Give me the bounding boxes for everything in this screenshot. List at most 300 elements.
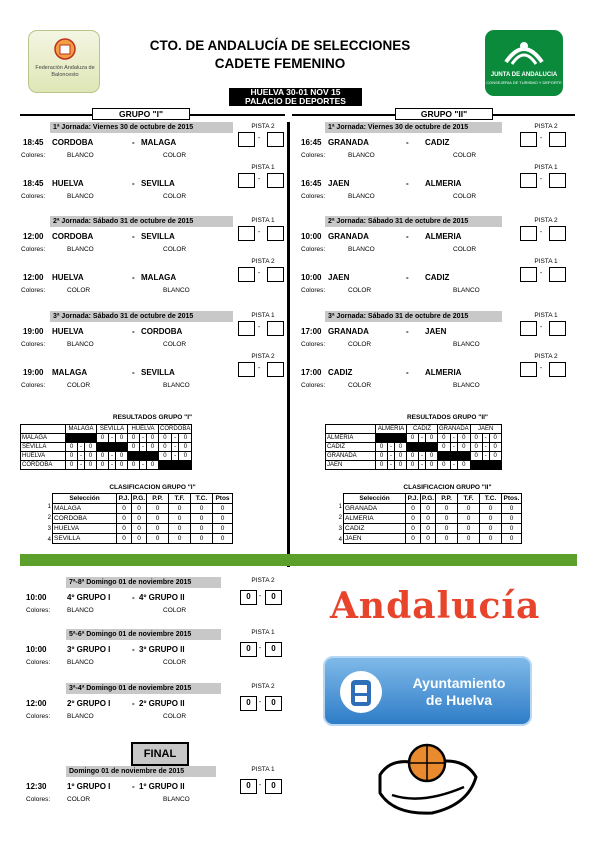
results-col-header: CORDOBA bbox=[160, 425, 191, 432]
results-score[interactable]: 0 bbox=[97, 461, 109, 470]
home-score-box[interactable] bbox=[520, 362, 537, 377]
home-score-box[interactable] bbox=[240, 590, 257, 605]
standings-value[interactable]: 0 bbox=[502, 524, 522, 534]
standings-col-header: T.F. bbox=[169, 494, 191, 504]
results-score[interactable]: 0 bbox=[407, 452, 419, 461]
group2-title: GRUPO "II" bbox=[395, 108, 493, 120]
away-color: BLANCO bbox=[453, 382, 480, 389]
federation-logo bbox=[28, 30, 100, 93]
standings-value[interactable]: 0 bbox=[169, 524, 191, 534]
results-score[interactable]: 0 bbox=[407, 461, 419, 470]
results-blank bbox=[85, 434, 97, 443]
corner-cell bbox=[21, 425, 66, 434]
versus-dash: - bbox=[406, 232, 409, 241]
match-day-header: Domingo 01 de noviembre de 2015 bbox=[66, 766, 216, 777]
results-score[interactable]: - bbox=[140, 443, 147, 452]
junta-logo bbox=[485, 30, 563, 96]
results-score[interactable]: 0 bbox=[85, 452, 97, 461]
results-score[interactable]: 0 bbox=[85, 461, 97, 470]
away-color: BLANCO bbox=[163, 287, 190, 294]
results-score[interactable]: - bbox=[78, 461, 85, 470]
home-color: BLANCO bbox=[348, 152, 375, 159]
standings-value[interactable]: 0 bbox=[480, 514, 502, 524]
match-time: 12:00 bbox=[23, 232, 44, 241]
match-time: 10:00 bbox=[26, 645, 47, 654]
standings-value[interactable]: 0 bbox=[147, 514, 169, 524]
results-blank bbox=[450, 452, 457, 461]
results-score[interactable]: 0 bbox=[376, 452, 388, 461]
results-score[interactable]: 0 bbox=[97, 452, 109, 461]
results-score[interactable]: - bbox=[419, 434, 426, 443]
standings-value[interactable]: 0 bbox=[421, 504, 436, 514]
page-title: CTO. DE ANDALUCÍA DE SELECCIONES bbox=[149, 38, 411, 53]
results-col-header: HUELVA bbox=[128, 425, 159, 434]
results-score[interactable]: 0 bbox=[85, 443, 97, 452]
results-score[interactable]: 0 bbox=[128, 434, 140, 443]
results-group1-title: RESULTADOS GRUPO "I" bbox=[112, 414, 193, 421]
standings-col-header: Ptos bbox=[213, 494, 233, 504]
home-color: COLOR bbox=[348, 382, 372, 389]
results-score[interactable]: - bbox=[171, 452, 179, 461]
standings-row bbox=[344, 524, 522, 534]
away-score: 0 bbox=[271, 698, 276, 707]
standings-position: 1 bbox=[338, 504, 342, 510]
standings-position: 1 bbox=[47, 504, 51, 510]
away-team: JAEN bbox=[425, 327, 447, 336]
home-score-box[interactable] bbox=[238, 362, 255, 377]
results-row-team: CADIZ bbox=[326, 443, 376, 452]
court-label: PISTA 2 bbox=[251, 258, 275, 265]
match-day-header: 3ª-4ª Domingo 01 de noviembre 2015 bbox=[66, 683, 221, 694]
results-score[interactable]: 0 bbox=[159, 443, 172, 452]
results-score[interactable]: 0 bbox=[179, 443, 192, 452]
results-table bbox=[325, 424, 502, 470]
standings-value[interactable]: 0 bbox=[436, 504, 458, 514]
jornada-header: 1ª Jornada: Viernes 30 de octubre de 2015 bbox=[50, 122, 233, 133]
results-score[interactable]: - bbox=[388, 452, 395, 461]
home-color: BLANCO bbox=[67, 607, 94, 614]
results-blank bbox=[159, 461, 172, 470]
standings-team bbox=[53, 514, 117, 524]
standings-value[interactable]: 0 bbox=[458, 514, 480, 524]
results-score[interactable]: 0 bbox=[97, 434, 109, 443]
results-score[interactable]: 0 bbox=[147, 443, 159, 452]
junta-emblem-icon bbox=[502, 34, 546, 70]
results-score[interactable]: - bbox=[78, 452, 85, 461]
standings-value[interactable]: 0 bbox=[502, 534, 522, 544]
center-divider bbox=[287, 122, 290, 567]
standings-value[interactable]: 0 bbox=[191, 524, 213, 534]
results-score[interactable]: - bbox=[171, 434, 179, 443]
results-score[interactable]: 0 bbox=[116, 461, 128, 470]
home-score-box[interactable] bbox=[240, 779, 257, 794]
results-score[interactable]: 0 bbox=[66, 452, 78, 461]
results-row bbox=[21, 434, 192, 443]
championship-mascot-icon bbox=[372, 735, 482, 820]
home-score-box[interactable] bbox=[520, 321, 537, 336]
home-color: COLOR bbox=[348, 287, 372, 294]
results-score[interactable]: 0 bbox=[489, 443, 501, 452]
results-score[interactable]: - bbox=[140, 461, 147, 470]
versus-dash: - bbox=[132, 273, 135, 282]
away-score-box[interactable] bbox=[267, 173, 284, 188]
standings-value[interactable]: 0 bbox=[117, 504, 132, 514]
standings-col-header: T.F. bbox=[458, 494, 480, 504]
standings-col-header: P.J. bbox=[406, 494, 421, 504]
away-score-box[interactable] bbox=[265, 779, 282, 794]
standings-value[interactable]: 0 bbox=[132, 504, 147, 514]
away-score-box[interactable] bbox=[267, 267, 284, 282]
match-time: 12:00 bbox=[26, 699, 47, 708]
away-score-box[interactable] bbox=[267, 226, 284, 241]
standings-table bbox=[52, 493, 233, 544]
results-score[interactable]: 0 bbox=[116, 434, 128, 443]
results-blank bbox=[482, 461, 489, 470]
away-team: ALMERIA bbox=[425, 232, 462, 241]
away-score-box[interactable] bbox=[267, 362, 284, 377]
results-score[interactable]: - bbox=[388, 461, 395, 470]
home-team: CORDOBA bbox=[52, 138, 94, 147]
colors-label: Colores: bbox=[26, 713, 51, 720]
standings-value[interactable]: 0 bbox=[169, 534, 191, 544]
home-color: COLOR bbox=[67, 796, 91, 803]
versus-dash: - bbox=[132, 782, 135, 791]
away-team: ALMERIA bbox=[425, 179, 462, 188]
results-score[interactable]: 0 bbox=[470, 452, 482, 461]
results-score[interactable]: 0 bbox=[159, 452, 172, 461]
standings-value[interactable]: 0 bbox=[436, 534, 458, 544]
results-score[interactable]: 0 bbox=[395, 443, 407, 452]
score-separator: - bbox=[258, 782, 262, 789]
standings-team-name: MALAGA bbox=[54, 504, 82, 512]
standings-value[interactable]: 0 bbox=[117, 524, 132, 534]
versus-dash: - bbox=[132, 645, 135, 654]
standings-value[interactable]: 0 bbox=[213, 524, 233, 534]
results-score[interactable]: 0 bbox=[395, 452, 407, 461]
results-score[interactable]: 0 bbox=[489, 452, 501, 461]
results-score[interactable]: - bbox=[450, 461, 457, 470]
results-score[interactable]: 0 bbox=[66, 461, 78, 470]
results-score[interactable]: - bbox=[109, 434, 116, 443]
away-score-box[interactable] bbox=[265, 590, 282, 605]
standings-team bbox=[344, 514, 406, 524]
results-score[interactable]: - bbox=[419, 452, 426, 461]
standings-value[interactable]: 0 bbox=[406, 504, 421, 514]
score-separator: - bbox=[539, 270, 543, 277]
away-score-box[interactable] bbox=[267, 132, 284, 147]
away-score-box[interactable] bbox=[549, 226, 566, 241]
home-score: 0 bbox=[246, 644, 251, 653]
home-color: BLANCO bbox=[67, 659, 94, 666]
standings-value[interactable]: 0 bbox=[117, 534, 132, 544]
away-color: COLOR bbox=[163, 341, 187, 348]
away-color: BLANCO bbox=[163, 382, 190, 389]
away-team: SEVILLA bbox=[141, 179, 175, 188]
versus-dash: - bbox=[132, 593, 135, 602]
standings-position: 4 bbox=[338, 537, 342, 543]
results-col-header: JAEN bbox=[470, 425, 501, 434]
standings-value[interactable]: 0 bbox=[132, 534, 147, 544]
home-color: BLANCO bbox=[348, 246, 375, 253]
score-separator: - bbox=[257, 229, 261, 236]
results-blank bbox=[438, 452, 451, 461]
standings-value[interactable]: 0 bbox=[406, 534, 421, 544]
standings-value[interactable]: 0 bbox=[421, 534, 436, 544]
standings-position: 3 bbox=[338, 526, 342, 532]
results-score[interactable]: 0 bbox=[458, 434, 471, 443]
home-score-box[interactable] bbox=[238, 173, 255, 188]
standings-value[interactable]: 0 bbox=[502, 504, 522, 514]
results-score[interactable]: - bbox=[171, 443, 179, 452]
home-team: HUELVA bbox=[52, 273, 84, 282]
huelva-crest-icon bbox=[339, 668, 383, 716]
standings-value[interactable]: 0 bbox=[191, 504, 213, 514]
colors-label: Colores: bbox=[21, 246, 46, 253]
home-slot: 3º GRUPO I bbox=[67, 645, 111, 654]
match-time: 19:00 bbox=[23, 368, 44, 377]
away-score: 0 bbox=[271, 592, 276, 601]
results-blank bbox=[376, 434, 388, 443]
results-score[interactable]: 0 bbox=[147, 434, 159, 443]
home-team: GRANADA bbox=[328, 138, 369, 147]
home-score-box[interactable] bbox=[520, 173, 537, 188]
court-label: PISTA 2 bbox=[534, 353, 558, 360]
match-time: 10:00 bbox=[26, 593, 47, 602]
court-label: PISTA 1 bbox=[251, 766, 275, 773]
score-separator: - bbox=[539, 365, 543, 372]
home-team: JAEN bbox=[328, 179, 350, 188]
results-score[interactable]: 0 bbox=[128, 461, 140, 470]
results-score[interactable]: - bbox=[388, 443, 395, 452]
standings-value[interactable]: 0 bbox=[213, 514, 233, 524]
results-score[interactable]: - bbox=[140, 434, 147, 443]
standings-value[interactable]: 0 bbox=[480, 524, 502, 534]
results-score[interactable]: - bbox=[109, 461, 116, 470]
results-score[interactable]: 0 bbox=[407, 434, 419, 443]
results-score[interactable]: 0 bbox=[116, 452, 128, 461]
results-score[interactable]: 0 bbox=[376, 461, 388, 470]
standings-value[interactable]: 0 bbox=[132, 514, 147, 524]
standings-value[interactable]: 0 bbox=[117, 514, 132, 524]
standings-row bbox=[344, 514, 522, 524]
standings-value[interactable]: 0 bbox=[191, 534, 213, 544]
results-score[interactable]: 0 bbox=[489, 434, 501, 443]
standings-row bbox=[53, 534, 233, 544]
home-color: COLOR bbox=[67, 287, 91, 294]
standings-team-name: CORDOBA bbox=[54, 514, 87, 522]
score-separator: - bbox=[258, 645, 262, 652]
results-blank bbox=[109, 443, 116, 452]
colors-label: Colores: bbox=[21, 341, 46, 348]
away-score-box[interactable] bbox=[267, 321, 284, 336]
home-score-box[interactable] bbox=[238, 267, 255, 282]
standings-team-name: ALMERIA bbox=[345, 514, 374, 522]
standings-value[interactable]: 0 bbox=[436, 524, 458, 534]
standings-value[interactable]: 0 bbox=[213, 534, 233, 544]
results-score[interactable]: 0 bbox=[426, 434, 438, 443]
results-score[interactable]: - bbox=[109, 452, 116, 461]
results-row-team: SEVILLA bbox=[21, 443, 66, 452]
results-blank bbox=[116, 443, 128, 452]
home-color: BLANCO bbox=[67, 193, 94, 200]
versus-dash: - bbox=[406, 368, 409, 377]
away-score-box[interactable] bbox=[549, 267, 566, 282]
home-score-box[interactable] bbox=[240, 696, 257, 711]
versus-dash: - bbox=[132, 138, 135, 147]
group1-title: GRUPO "I" bbox=[92, 108, 190, 120]
standings-value[interactable]: 0 bbox=[436, 514, 458, 524]
results-row bbox=[326, 443, 502, 452]
away-score-box[interactable] bbox=[265, 642, 282, 657]
jornada-header: 2ª Jornada: Sábado 31 de octubre de 2015 bbox=[50, 216, 233, 227]
results-score[interactable]: 0 bbox=[179, 452, 192, 461]
results-row bbox=[326, 452, 502, 461]
court-label: PISTA 1 bbox=[534, 258, 558, 265]
away-color: COLOR bbox=[163, 713, 187, 720]
jornada-header: 2ª Jornada: Sábado 31 de octubre de 2015 bbox=[325, 216, 502, 227]
results-row bbox=[21, 452, 192, 461]
home-team: HUELVA bbox=[52, 179, 84, 188]
results-score[interactable]: 0 bbox=[159, 434, 172, 443]
away-color: BLANCO bbox=[453, 341, 480, 348]
home-score: 0 bbox=[246, 592, 251, 601]
away-score-box[interactable] bbox=[549, 362, 566, 377]
away-color: BLANCO bbox=[163, 796, 190, 803]
standings-team-name: HUELVA bbox=[54, 524, 80, 532]
standings-row bbox=[53, 514, 233, 524]
results-row bbox=[326, 434, 502, 443]
event-venue: PALACIO DE DEPORTES bbox=[229, 97, 362, 106]
results-score[interactable]: 0 bbox=[470, 443, 482, 452]
colors-label: Colores: bbox=[21, 193, 46, 200]
standings-value[interactable]: 0 bbox=[147, 524, 169, 534]
standings-value[interactable]: 0 bbox=[147, 534, 169, 544]
standings-value[interactable]: 0 bbox=[458, 534, 480, 544]
results-score[interactable]: 0 bbox=[426, 452, 438, 461]
standings-value[interactable]: 0 bbox=[132, 524, 147, 534]
results-score[interactable]: 0 bbox=[128, 443, 140, 452]
page-subtitle: CADETE FEMENINO bbox=[214, 56, 346, 71]
standings-value[interactable]: 0 bbox=[502, 514, 522, 524]
home-score: 0 bbox=[246, 781, 251, 790]
results-score[interactable]: - bbox=[419, 461, 426, 470]
away-score-box[interactable] bbox=[265, 696, 282, 711]
standings-value[interactable]: 0 bbox=[169, 504, 191, 514]
results-group2-title: RESULTADOS GRUPO "II" bbox=[406, 414, 489, 421]
away-color: COLOR bbox=[163, 246, 187, 253]
court-label: PISTA 2 bbox=[251, 577, 275, 584]
results-blank bbox=[470, 461, 482, 470]
andalucia-wordmark: Andalucía bbox=[330, 585, 541, 627]
results-score[interactable]: - bbox=[482, 443, 489, 452]
results-score[interactable]: - bbox=[450, 443, 457, 452]
standings-team-name: GRANADA bbox=[345, 504, 378, 512]
standings-value[interactable]: 0 bbox=[213, 504, 233, 514]
home-color: BLANCO bbox=[67, 713, 94, 720]
standings-team-name: CADIZ bbox=[345, 524, 365, 532]
results-score[interactable]: 0 bbox=[147, 461, 159, 470]
score-separator: - bbox=[257, 324, 261, 331]
federation-name: Federación Andaluza de Baloncesto bbox=[35, 65, 95, 78]
home-score-box[interactable] bbox=[238, 132, 255, 147]
court-label: PISTA 2 bbox=[251, 123, 275, 130]
results-score[interactable]: 0 bbox=[470, 434, 482, 443]
match-time: 17:00 bbox=[301, 327, 322, 336]
home-score-box[interactable] bbox=[238, 226, 255, 241]
results-blank bbox=[97, 443, 109, 452]
standings-value[interactable]: 0 bbox=[169, 514, 191, 524]
score-separator: - bbox=[257, 270, 261, 277]
results-score[interactable]: 0 bbox=[395, 461, 407, 470]
results-score[interactable]: 0 bbox=[438, 434, 451, 443]
home-score-box[interactable] bbox=[238, 321, 255, 336]
results-score[interactable]: 0 bbox=[426, 461, 438, 470]
versus-dash: - bbox=[132, 699, 135, 708]
standings-value[interactable]: 0 bbox=[458, 524, 480, 534]
results-score[interactable]: 0 bbox=[458, 461, 471, 470]
home-color: BLANCO bbox=[67, 152, 94, 159]
results-score[interactable]: - bbox=[78, 443, 85, 452]
standings-value[interactable]: 0 bbox=[421, 524, 436, 534]
standings-value[interactable]: 0 bbox=[421, 514, 436, 524]
home-score-box[interactable] bbox=[520, 226, 537, 241]
ayuntamiento-line2: de Huelva bbox=[425, 692, 493, 708]
andalucia-logo bbox=[330, 585, 540, 627]
match-time: 16:45 bbox=[301, 179, 322, 188]
ayuntamiento-line1: Ayuntamiento bbox=[412, 675, 506, 691]
standings-value[interactable]: 0 bbox=[406, 524, 421, 534]
results-score[interactable]: 0 bbox=[438, 461, 451, 470]
away-score-box[interactable] bbox=[549, 132, 566, 147]
jornada-header: 1ª Jornada: Viernes 30 de octubre de 2015 bbox=[325, 122, 502, 133]
away-team: CADIZ bbox=[425, 273, 450, 282]
results-score[interactable]: - bbox=[482, 434, 489, 443]
results-score[interactable]: - bbox=[450, 434, 457, 443]
standings-value[interactable]: 0 bbox=[191, 514, 213, 524]
standings-value[interactable]: 0 bbox=[406, 514, 421, 524]
results-blank bbox=[419, 443, 426, 452]
score-separator: - bbox=[257, 176, 261, 183]
results-score[interactable]: 0 bbox=[179, 434, 192, 443]
home-team: CADIZ bbox=[328, 368, 353, 377]
match-time: 12:00 bbox=[23, 273, 44, 282]
home-score-box[interactable] bbox=[520, 132, 537, 147]
standings-value[interactable]: 0 bbox=[480, 504, 502, 514]
results-blank bbox=[426, 443, 438, 452]
away-color: COLOR bbox=[453, 152, 477, 159]
results-score[interactable]: 0 bbox=[376, 443, 388, 452]
results-score[interactable]: 0 bbox=[438, 443, 451, 452]
match-time: 16:45 bbox=[301, 138, 322, 147]
results-score[interactable]: 0 bbox=[458, 443, 471, 452]
away-score: 0 bbox=[271, 781, 276, 790]
standings-value[interactable]: 0 bbox=[458, 504, 480, 514]
results-score[interactable]: - bbox=[482, 452, 489, 461]
away-score: 0 bbox=[271, 644, 276, 653]
results-score[interactable]: 0 bbox=[66, 443, 78, 452]
home-score-box[interactable] bbox=[240, 642, 257, 657]
away-score-box[interactable] bbox=[549, 173, 566, 188]
standings-row bbox=[53, 524, 233, 534]
standings-value[interactable]: 0 bbox=[480, 534, 502, 544]
home-score-box[interactable] bbox=[520, 267, 537, 282]
standings-value[interactable]: 0 bbox=[147, 504, 169, 514]
results-table bbox=[20, 424, 192, 470]
versus-dash: - bbox=[406, 179, 409, 188]
standings-row bbox=[344, 504, 522, 514]
results-blank bbox=[78, 434, 85, 443]
away-score-box[interactable] bbox=[549, 321, 566, 336]
